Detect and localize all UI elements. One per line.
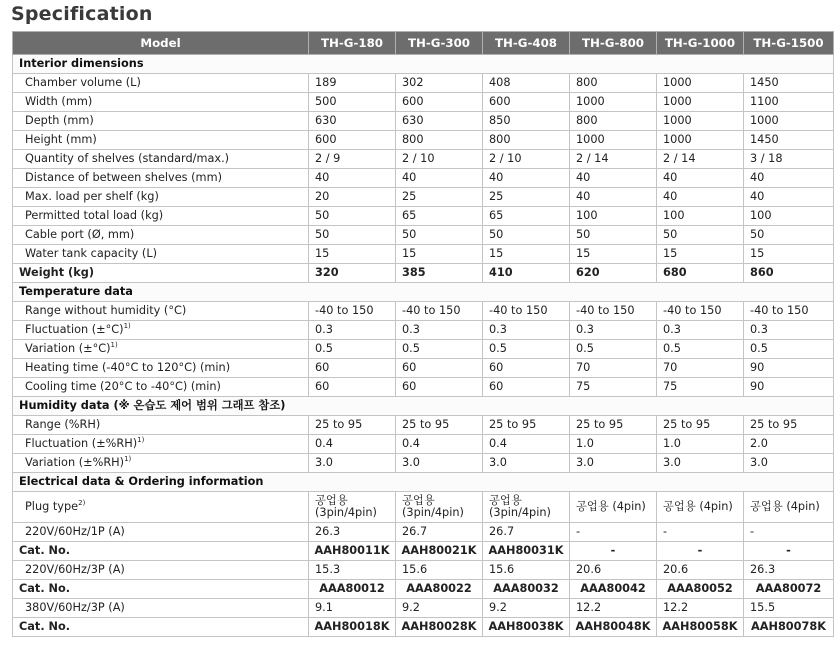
cell-value: 15 [396, 245, 483, 264]
cell-value: 1000 [657, 74, 744, 93]
table-row [13, 245, 834, 264]
row-label: 220V/60Hz/3P (A) [13, 561, 309, 580]
table-row [13, 188, 834, 207]
cell-value: AAH80038K [483, 618, 570, 637]
cell-value [309, 492, 396, 523]
row-label: Weight (kg) [13, 264, 309, 283]
cell-value: 15.6 [483, 561, 570, 580]
cell-value: 50 [396, 226, 483, 245]
row-label: Permitted total load (kg) [13, 207, 309, 226]
cell-value: 60 [483, 378, 570, 397]
cell-value: 320 [309, 264, 396, 283]
cell-value: AAH80021K [396, 542, 483, 561]
cell-value: - [744, 523, 834, 542]
section-row [13, 55, 834, 74]
cell-line: 공업용 [315, 494, 348, 507]
cell-value: 40 [570, 169, 657, 188]
cell-value: 60 [309, 359, 396, 378]
cell-value: 65 [483, 207, 570, 226]
cell-value: 500 [309, 93, 396, 112]
cell-value: AAH80031K [483, 542, 570, 561]
cell-value: 620 [570, 264, 657, 283]
section-title: Humidity data (※ 온습도 제어 범위 그래프 참조) [13, 397, 834, 416]
cell-value: 25 to 95 [657, 416, 744, 435]
model-column-header: TH-G-408 [483, 32, 570, 55]
cell-value: 100 [657, 207, 744, 226]
section-title: Electrical data & Ordering information [13, 473, 834, 492]
row-label [13, 321, 309, 340]
table-row [13, 561, 834, 580]
cell-value: 1.0 [570, 435, 657, 454]
cell-value: 40 [744, 169, 834, 188]
row-label: Cat. No. [13, 618, 309, 637]
cell-value: 15 [744, 245, 834, 264]
table-row [13, 302, 834, 321]
cell-value: -40 to 150 [309, 302, 396, 321]
section-row [13, 283, 834, 302]
cell-value: 25 to 95 [396, 416, 483, 435]
cell-value: -40 to 150 [396, 302, 483, 321]
cell-value: 20.6 [570, 561, 657, 580]
row-label [13, 492, 309, 523]
cell-value: AAA80012 [309, 580, 396, 599]
cell-value: 9.2 [483, 599, 570, 618]
cell-value: 600 [483, 93, 570, 112]
table-row [13, 207, 834, 226]
cell-value: AAH80028K [396, 618, 483, 637]
cell-value: 630 [396, 112, 483, 131]
row-label-text: Variation (±%RH) [25, 456, 125, 469]
table-row [13, 435, 834, 454]
cell-value: 9.1 [309, 599, 396, 618]
row-label: Cable port (Ø, mm) [13, 226, 309, 245]
cell-value: 100 [570, 207, 657, 226]
cell-value: - [570, 523, 657, 542]
row-label: Max. load per shelf (kg) [13, 188, 309, 207]
table-row [13, 599, 834, 618]
table-row [13, 264, 834, 283]
cell-value: 26.3 [744, 561, 834, 580]
cell-value: 40 [657, 188, 744, 207]
table-row [13, 542, 834, 561]
section-title: Temperature data [13, 283, 834, 302]
cell-value: 0.4 [483, 435, 570, 454]
cell-value: 50 [483, 226, 570, 245]
cell-value: - [657, 542, 744, 561]
cell-value: 60 [309, 378, 396, 397]
cell-value: 2 / 10 [483, 150, 570, 169]
cell-value [657, 492, 744, 523]
cell-value: 189 [309, 74, 396, 93]
cell-value: 40 [483, 169, 570, 188]
cell-value: 860 [744, 264, 834, 283]
cell-value: 2 / 9 [309, 150, 396, 169]
cell-value: 0.5 [744, 340, 834, 359]
table-row [13, 150, 834, 169]
cell-value: 70 [657, 359, 744, 378]
cell-value: 100 [744, 207, 834, 226]
row-label: Depth (mm) [13, 112, 309, 131]
cell-value: 800 [570, 112, 657, 131]
cell-value: 680 [657, 264, 744, 283]
cell-value: 3.0 [657, 454, 744, 473]
cell-value: 15 [309, 245, 396, 264]
table-row [13, 340, 834, 359]
table-row [13, 226, 834, 245]
cell-value: 1000 [570, 93, 657, 112]
cell-value: 410 [483, 264, 570, 283]
cell-value: 3 / 18 [744, 150, 834, 169]
row-label: Heating time (-40°C to 120°C) (min) [13, 359, 309, 378]
cell-value: 60 [483, 359, 570, 378]
cell-value: 60 [396, 378, 483, 397]
cell-line: 공업용 [489, 494, 522, 507]
table-row [13, 523, 834, 542]
cell-value: 15.5 [744, 599, 834, 618]
row-label: Cat. No. [13, 542, 309, 561]
cell-value: 0.3 [309, 321, 396, 340]
cell-value: 40 [657, 169, 744, 188]
cell-value: 40 [396, 169, 483, 188]
row-label-text: Plug type [25, 500, 79, 513]
cell-value: 25 [396, 188, 483, 207]
table-row [13, 131, 834, 150]
model-column-header: TH-G-300 [396, 32, 483, 55]
table-row [13, 169, 834, 188]
cell-value: 90 [744, 378, 834, 397]
cell-value: 385 [396, 264, 483, 283]
footnote-marker: 2) [78, 499, 86, 508]
row-label: Height (mm) [13, 131, 309, 150]
cell-value: 0.3 [744, 321, 834, 340]
cell-value: 600 [309, 131, 396, 150]
row-label: Cat. No. [13, 580, 309, 599]
row-label: Water tank capacity (L) [13, 245, 309, 264]
row-label: Range without humidity (°C) [13, 302, 309, 321]
footnote-marker: 1) [110, 341, 118, 350]
cell-value: 26.7 [396, 523, 483, 542]
cell-line: 공업용 (4pin) [750, 500, 820, 513]
table-row [13, 321, 834, 340]
cell-value: 75 [657, 378, 744, 397]
cell-value: AAH80058K [657, 618, 744, 637]
row-label: Cooling time (20°C to -40°C) (min) [13, 378, 309, 397]
cell-value [570, 492, 657, 523]
cell-value: 15 [657, 245, 744, 264]
row-label: 380V/60Hz/3P (A) [13, 599, 309, 618]
cell-value: 25 [483, 188, 570, 207]
cell-value: AAA80052 [657, 580, 744, 599]
cell-value [483, 492, 570, 523]
cell-value: 40 [309, 169, 396, 188]
cell-value: 408 [483, 74, 570, 93]
cell-value: 65 [396, 207, 483, 226]
cell-value: 1000 [657, 93, 744, 112]
table-row [13, 378, 834, 397]
table-row [13, 492, 834, 523]
cell-value: 0.4 [396, 435, 483, 454]
cell-value: 15.6 [396, 561, 483, 580]
table-row [13, 416, 834, 435]
footnote-marker: 1) [124, 455, 132, 464]
row-label [13, 435, 309, 454]
cell-line: 공업용 [402, 494, 435, 507]
table-row [13, 454, 834, 473]
footnote-marker: 1) [137, 436, 145, 445]
row-label: Chamber volume (L) [13, 74, 309, 93]
cell-value: 0.5 [309, 340, 396, 359]
cell-value: 25 to 95 [744, 416, 834, 435]
cell-value: 0.5 [483, 340, 570, 359]
cell-value: 850 [483, 112, 570, 131]
cell-value: 0.3 [570, 321, 657, 340]
cell-value: 1.0 [657, 435, 744, 454]
model-header: Model [13, 32, 309, 55]
cell-line: (3pin/4pin) [402, 506, 464, 519]
spec-table [12, 31, 834, 637]
cell-line: 공업용 (4pin) [663, 500, 733, 513]
cell-value: 800 [396, 131, 483, 150]
cell-value: - [744, 542, 834, 561]
cell-value: 25 to 95 [309, 416, 396, 435]
cell-value: 800 [483, 131, 570, 150]
cell-value: 50 [570, 226, 657, 245]
table-row [13, 93, 834, 112]
cell-value: 1000 [657, 112, 744, 131]
table-row [13, 580, 834, 599]
table-row [13, 74, 834, 93]
cell-value: 15.3 [309, 561, 396, 580]
cell-value: 26.7 [483, 523, 570, 542]
table-row [13, 359, 834, 378]
section-row [13, 397, 834, 416]
cell-value: 90 [744, 359, 834, 378]
header-row [13, 32, 834, 55]
row-label-text: Fluctuation (±%RH) [25, 437, 138, 450]
cell-value: 1000 [744, 112, 834, 131]
cell-value: 630 [309, 112, 396, 131]
row-label: Quantity of shelves (standard/max.) [13, 150, 309, 169]
cell-value: 50 [309, 207, 396, 226]
table-row [13, 618, 834, 637]
cell-value: 3.0 [396, 454, 483, 473]
cell-value: 50 [309, 226, 396, 245]
cell-value: 2 / 14 [657, 150, 744, 169]
cell-value: -40 to 150 [483, 302, 570, 321]
cell-value: AAA80032 [483, 580, 570, 599]
row-label: Width (mm) [13, 93, 309, 112]
cell-value: 70 [570, 359, 657, 378]
cell-value: 20.6 [657, 561, 744, 580]
cell-value: 0.5 [570, 340, 657, 359]
row-label: Distance of between shelves (mm) [13, 169, 309, 188]
cell-value: 3.0 [570, 454, 657, 473]
cell-value: 600 [396, 93, 483, 112]
cell-value: AAH80048K [570, 618, 657, 637]
cell-value: 0.5 [657, 340, 744, 359]
cell-value: 3.0 [309, 454, 396, 473]
cell-value: AAH80018K [309, 618, 396, 637]
cell-value: - [570, 542, 657, 561]
cell-value [396, 492, 483, 523]
cell-value: 2 / 10 [396, 150, 483, 169]
cell-value: 26.3 [309, 523, 396, 542]
cell-value: 20 [309, 188, 396, 207]
cell-value: 12.2 [657, 599, 744, 618]
cell-value: 40 [744, 188, 834, 207]
cell-value [744, 492, 834, 523]
row-label [13, 454, 309, 473]
cell-value: AAA80072 [744, 580, 834, 599]
cell-value: 3.0 [483, 454, 570, 473]
cell-value: 2 / 14 [570, 150, 657, 169]
cell-value: 1000 [570, 131, 657, 150]
row-label-text: Fluctuation (±°C) [25, 323, 124, 336]
cell-value: 2.0 [744, 435, 834, 454]
page-title: Specification [11, 3, 153, 25]
cell-value: 0.3 [657, 321, 744, 340]
cell-value: -40 to 150 [744, 302, 834, 321]
footnote-marker: 1) [123, 322, 131, 331]
cell-value: 302 [396, 74, 483, 93]
model-column-header: TH-G-1000 [657, 32, 744, 55]
row-label: 220V/60Hz/1P (A) [13, 523, 309, 542]
cell-value: -40 to 150 [657, 302, 744, 321]
cell-line: 공업용 (4pin) [576, 500, 646, 513]
cell-value: AAH80078K [744, 618, 834, 637]
cell-value: 3.0 [744, 454, 834, 473]
table-row [13, 112, 834, 131]
cell-value: 75 [570, 378, 657, 397]
cell-value: 1450 [744, 74, 834, 93]
cell-value: 0.3 [396, 321, 483, 340]
cell-value: AAH80011K [309, 542, 396, 561]
cell-value: 1450 [744, 131, 834, 150]
cell-value: 40 [570, 188, 657, 207]
cell-value: 50 [744, 226, 834, 245]
model-column-header: TH-G-800 [570, 32, 657, 55]
model-column-header: TH-G-1500 [744, 32, 834, 55]
cell-value: 25 to 95 [570, 416, 657, 435]
cell-value: 800 [570, 74, 657, 93]
row-label: Range (%RH) [13, 416, 309, 435]
cell-value: 1000 [657, 131, 744, 150]
cell-value: 0.3 [483, 321, 570, 340]
cell-value: 15 [570, 245, 657, 264]
cell-line: (3pin/4pin) [489, 506, 551, 519]
cell-value: 0.4 [309, 435, 396, 454]
section-row [13, 473, 834, 492]
cell-value: AAA80022 [396, 580, 483, 599]
cell-value: 50 [657, 226, 744, 245]
cell-value: - [657, 523, 744, 542]
row-label-text: Variation (±°C) [25, 342, 111, 355]
cell-value: 1100 [744, 93, 834, 112]
cell-value: 9.2 [396, 599, 483, 618]
section-title: Interior dimensions [13, 55, 834, 74]
cell-value: AAA80042 [570, 580, 657, 599]
cell-value: 15 [483, 245, 570, 264]
cell-value: 0.5 [396, 340, 483, 359]
row-label [13, 340, 309, 359]
cell-value: -40 to 150 [570, 302, 657, 321]
cell-line: (3pin/4pin) [315, 506, 377, 519]
cell-value: 25 to 95 [483, 416, 570, 435]
cell-value: 60 [396, 359, 483, 378]
model-column-header: TH-G-180 [309, 32, 396, 55]
cell-value: 12.2 [570, 599, 657, 618]
